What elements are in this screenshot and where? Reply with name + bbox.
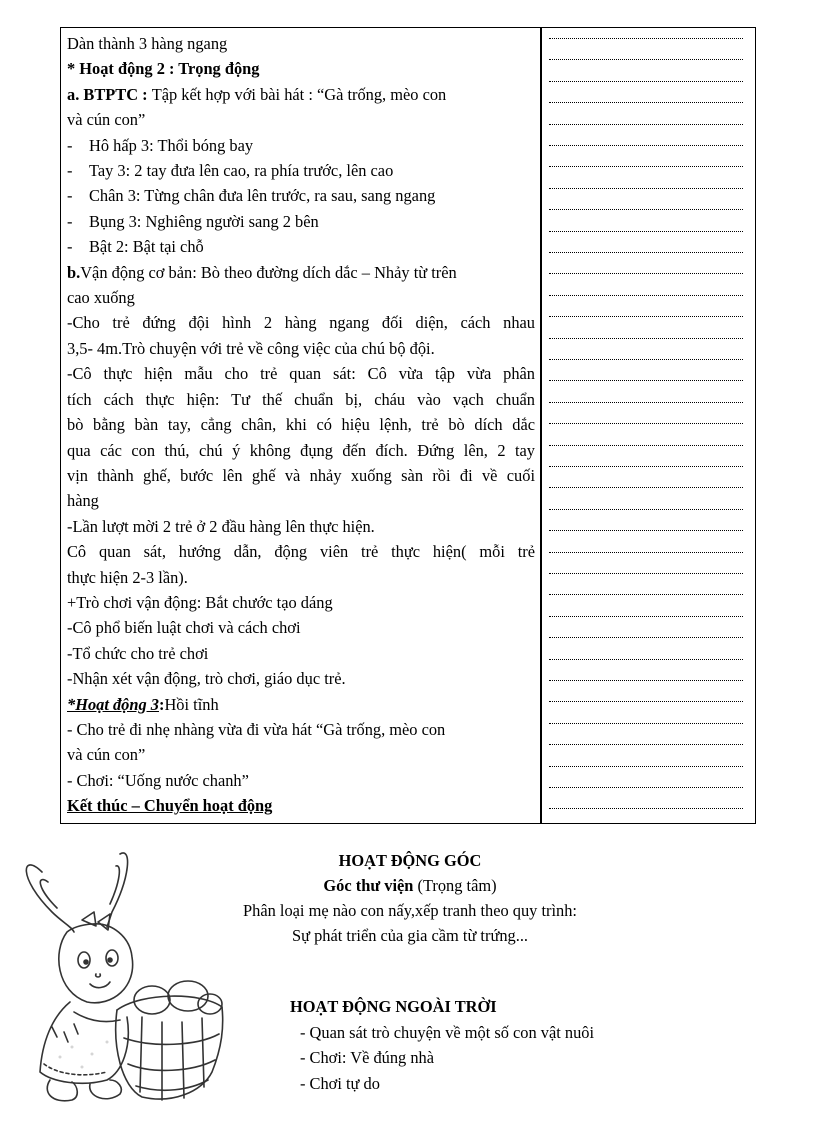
corner-activity-subtitle [200, 873, 620, 898]
lesson-line [67, 742, 535, 767]
note-dotted-line [549, 530, 743, 531]
bold-label: b. [67, 262, 81, 282]
line-text: -Cô phổ biến luật chơi và cách chơi [67, 618, 301, 638]
focus-label: (Trọng tâm) [413, 876, 497, 895]
line-text: +Trò chơi vận động: Bắt chước tạo dáng [67, 592, 333, 612]
note-dotted-line [549, 637, 743, 638]
note-dotted-line [549, 509, 743, 510]
line-text: tích cách thực hiện: Tư thế chuẩn bị, cháu vào vạch chuẩn [67, 389, 535, 409]
lesson-line [67, 336, 535, 361]
note-dotted-line [549, 659, 743, 660]
note-dotted-line [549, 59, 743, 60]
note-dotted-line [549, 445, 743, 446]
note-dotted-line [549, 552, 743, 553]
line-text: * Hoạt động 2 : Trọng động [67, 59, 260, 79]
note-dotted-line [549, 701, 743, 702]
note-dotted-line [549, 338, 743, 339]
line-text: Hô hấp 3: Thổi bóng bay [89, 135, 254, 155]
corner-activity-title: HOẠT ĐỘNG GÓC [338, 851, 482, 870]
line-text: Bật 2: Bật tại chỗ [89, 237, 204, 257]
library-corner-label: Góc thư viện [323, 876, 414, 895]
lesson-line [67, 793, 535, 818]
line-text: qua các con thú, chú ý không đụng đến đích. Đứng lên, 2 tay [67, 440, 535, 460]
line-text: Cô quan sát, hướng dẫn, động viên trẻ thực hiện( mỗi trẻ [67, 542, 535, 562]
lesson-line [67, 158, 535, 183]
lesson-line [67, 615, 535, 640]
line-text: Bụng 3: Nghiêng người sang 2 bên [89, 211, 319, 231]
lesson-line [67, 31, 535, 56]
line-text: cao xuống [67, 288, 135, 308]
lesson-line [67, 514, 535, 539]
note-dotted-line [549, 487, 743, 488]
lesson-line [67, 641, 535, 666]
lesson-line [67, 82, 535, 107]
outdoor-item: - Chơi: Về đúng nhà [300, 1048, 435, 1067]
bold-label: : [158, 694, 165, 714]
line-text: và cún con” [67, 110, 146, 130]
lesson-line [67, 666, 535, 691]
lesson-line [67, 590, 535, 615]
note-dotted-line [549, 188, 743, 189]
notes-column [549, 28, 745, 823]
line-text: hàng [67, 491, 99, 511]
note-dotted-line [549, 616, 743, 617]
lesson-line [67, 361, 535, 386]
note-dotted-line [549, 273, 743, 274]
lesson-line [67, 539, 535, 564]
bullet-dash: - [67, 211, 73, 231]
note-dotted-line [549, 38, 743, 39]
activity-heading: *Hoạt động 3 [67, 694, 159, 714]
column-divider [540, 28, 542, 823]
lesson-line [67, 107, 535, 132]
note-dotted-line [549, 808, 743, 809]
activity-column [67, 31, 535, 819]
outdoor-activity-section [290, 994, 710, 1096]
lesson-line [67, 717, 535, 742]
line-text: Dàn thành 3 hàng ngang [67, 34, 228, 53]
lesson-line [67, 565, 535, 590]
line-text: thực hiện 2-3 lần). [67, 567, 188, 587]
line-text: Vận động cơ bản: Bò theo đường dích dắc – Nhảy từ trên [80, 262, 457, 282]
lesson-line [67, 260, 535, 285]
bullet-dash: - [67, 135, 73, 155]
bold-label: a. BTPTC : [67, 84, 152, 104]
corner-activity-line-1: Phân loại mẹ nào con nấy,xếp tranh theo quy trình: [243, 901, 577, 920]
lesson-line [67, 488, 535, 513]
lesson-line [67, 463, 535, 488]
note-dotted-line [549, 594, 743, 595]
bullet-dash: - [67, 161, 73, 181]
note-dotted-line [549, 466, 743, 467]
line-text: Kết thúc – Chuyển hoạt động [67, 796, 273, 816]
note-dotted-line [549, 209, 743, 210]
line-text: Hồi tĩnh [164, 694, 219, 714]
note-dotted-line [549, 680, 743, 681]
lesson-line [67, 412, 535, 437]
line-text: 3,5- 4m.Trò chuyện với trẻ về công việc của chú bộ đội. [67, 338, 435, 358]
note-dotted-line [549, 81, 743, 82]
note-dotted-line [549, 124, 743, 125]
note-dotted-line [549, 145, 743, 146]
note-dotted-line [549, 316, 743, 317]
lesson-line [67, 209, 535, 234]
line-text: vịn thành ghế, bước lên ghế và nhảy xuống sàn rồi đi về cuối [67, 465, 535, 485]
lesson-line [67, 56, 535, 81]
lesson-line [67, 387, 535, 412]
note-dotted-line [549, 766, 743, 767]
line-text: -Tổ chức cho trẻ chơi [67, 643, 209, 663]
outdoor-item: - Quan sát trò chuyện về một số con vật nuôi [300, 1022, 595, 1042]
note-dotted-line [549, 380, 743, 381]
lesson-line [67, 133, 535, 158]
lesson-table [60, 27, 756, 824]
line-text: và cún con” [67, 745, 146, 765]
line-text: -Nhận xét vận động, trò chơi, giáo dục trẻ. [67, 669, 346, 689]
note-dotted-line [549, 295, 743, 296]
lesson-line [67, 285, 535, 310]
line-text: -Lần lượt mời 2 trẻ ở 2 đầu hàng lên thực hiện. [67, 516, 375, 536]
note-dotted-line [549, 252, 743, 253]
note-dotted-line [549, 723, 743, 724]
line-text: Tập kết hợp với bài hát : “Gà trống, mèo con [151, 84, 447, 104]
lesson-line [67, 234, 535, 259]
note-dotted-line [549, 402, 743, 403]
line-text: Tay 3: 2 tay đưa lên cao, ra phía trước, lên cao [89, 161, 394, 181]
line-text: -Cho trẻ đứng đội hình 2 hàng ngang đối diện, cách nhau [67, 313, 535, 333]
note-dotted-line [549, 231, 743, 232]
line-text: -Cô thực hiện mẫu cho trẻ quan sát: Cô vừa tập vừa phân [67, 364, 535, 384]
note-dotted-line [549, 423, 743, 424]
bullet-dash: - [67, 237, 73, 257]
outdoor-activity-title: HOẠT ĐỘNG NGOÀI TRỜI [290, 997, 497, 1016]
lesson-line [67, 438, 535, 463]
corner-activity-section [200, 848, 620, 948]
lesson-line [67, 768, 535, 793]
line-text: - Chơi: “Uống nước chanh” [67, 770, 249, 790]
note-dotted-line [549, 573, 743, 574]
corner-activity-line-2: Sự phát triển của gia cầm từ trứng... [291, 926, 529, 945]
line-text: Chân 3: Từng chân đưa lên trước, ra sau, sang ngang [89, 186, 436, 206]
line-text: - Cho trẻ đi nhẹ nhàng vừa đi vừa hát “Gà trống, mèo con [67, 719, 446, 739]
lesson-line [67, 692, 535, 717]
note-dotted-line [549, 359, 743, 360]
bullet-dash: - [67, 186, 73, 206]
lesson-line [67, 183, 535, 208]
line-text: bò bằng bàn tay, cẳng chân, khi có hiệu lệnh, trẻ bò dích dắc [67, 415, 535, 435]
note-dotted-line [549, 744, 743, 745]
note-dotted-line [549, 102, 743, 103]
note-dotted-line [549, 787, 743, 788]
outdoor-item: - Chơi tự do [300, 1073, 380, 1093]
note-dotted-line [549, 166, 743, 167]
lesson-line [67, 310, 535, 335]
